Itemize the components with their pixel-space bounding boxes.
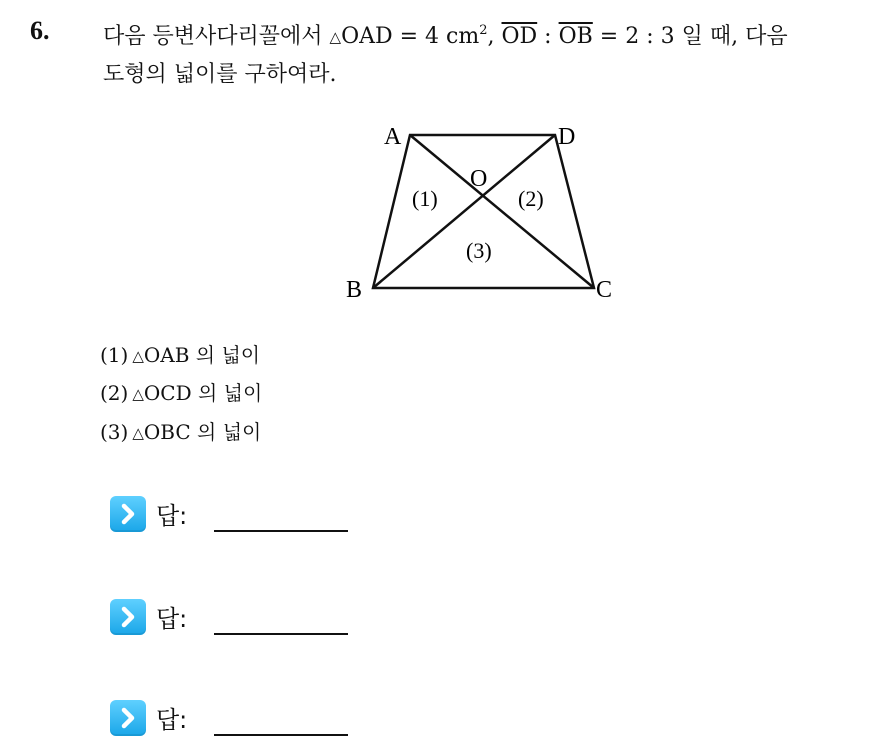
question-line-1 bbox=[103, 18, 873, 56]
diagonal-bd bbox=[373, 135, 555, 288]
stem-colon: : bbox=[537, 24, 559, 49]
subquestion-text: OAB 의 넓이 bbox=[143, 343, 261, 367]
stem-suffix: 일 때, 다음 bbox=[674, 24, 788, 49]
answer-row-1 bbox=[110, 490, 410, 538]
chevron-right-icon bbox=[110, 700, 146, 736]
subquestion-3 bbox=[100, 418, 261, 447]
trapezoid-outline bbox=[373, 135, 594, 288]
triangle-symbol: △ bbox=[132, 424, 144, 442]
segment-od: $\overline{OD}$ bbox=[501, 24, 538, 49]
triangle-symbol: △ bbox=[132, 347, 144, 365]
stem-oad: OAD = 4 cm bbox=[341, 24, 480, 49]
answer-row-3 bbox=[110, 694, 410, 742]
triangle-symbol: △ bbox=[132, 385, 144, 403]
answer-label: 답: bbox=[156, 706, 188, 734]
trapezoid-figure bbox=[340, 110, 640, 310]
diagonal-ac bbox=[410, 135, 594, 288]
segment-ob: $\overline{OB}$ bbox=[558, 24, 593, 49]
answer-blank[interactable] bbox=[214, 734, 348, 736]
intersection-label-o: O bbox=[470, 166, 488, 192]
question-line-2: 도형의 넓이를 구하여라. bbox=[103, 62, 337, 87]
region-label-1: (1) bbox=[412, 186, 438, 211]
stem-comma: , bbox=[487, 24, 502, 49]
question-number: 6. bbox=[30, 16, 50, 45]
stem-ratio: = 2 : 3 bbox=[592, 24, 675, 49]
answer-blank[interactable] bbox=[214, 530, 348, 532]
subquestion-2 bbox=[100, 379, 262, 408]
vertex-label-b: B bbox=[346, 277, 363, 303]
question-stem bbox=[103, 18, 873, 94]
subquestion-number: (3) bbox=[100, 420, 129, 444]
subquestion-text: OCD 의 넓이 bbox=[143, 381, 263, 405]
stem-prefix: 다음 등변사다리꼴에서 bbox=[103, 24, 330, 49]
region-label-2: (2) bbox=[518, 186, 544, 211]
vertex-label-a: A bbox=[384, 124, 402, 150]
stem-squared: 2 bbox=[479, 23, 488, 38]
vertex-label-d: D bbox=[558, 124, 576, 150]
subquestion-number: (1) bbox=[100, 343, 129, 367]
answer-label: 답: bbox=[156, 502, 188, 530]
subquestion-1 bbox=[100, 341, 260, 370]
chevron-right-icon bbox=[110, 496, 146, 532]
answer-label: 답: bbox=[156, 605, 188, 633]
answer-row-2 bbox=[110, 593, 410, 641]
chevron-right-icon bbox=[110, 599, 146, 635]
subquestion-text: OBC 의 넓이 bbox=[143, 420, 262, 444]
triangle-symbol: △ bbox=[329, 28, 342, 46]
vertex-label-c: C bbox=[596, 277, 613, 303]
subquestion-number: (2) bbox=[100, 381, 129, 405]
region-label-3: (3) bbox=[466, 238, 492, 263]
answer-blank[interactable] bbox=[214, 633, 348, 635]
